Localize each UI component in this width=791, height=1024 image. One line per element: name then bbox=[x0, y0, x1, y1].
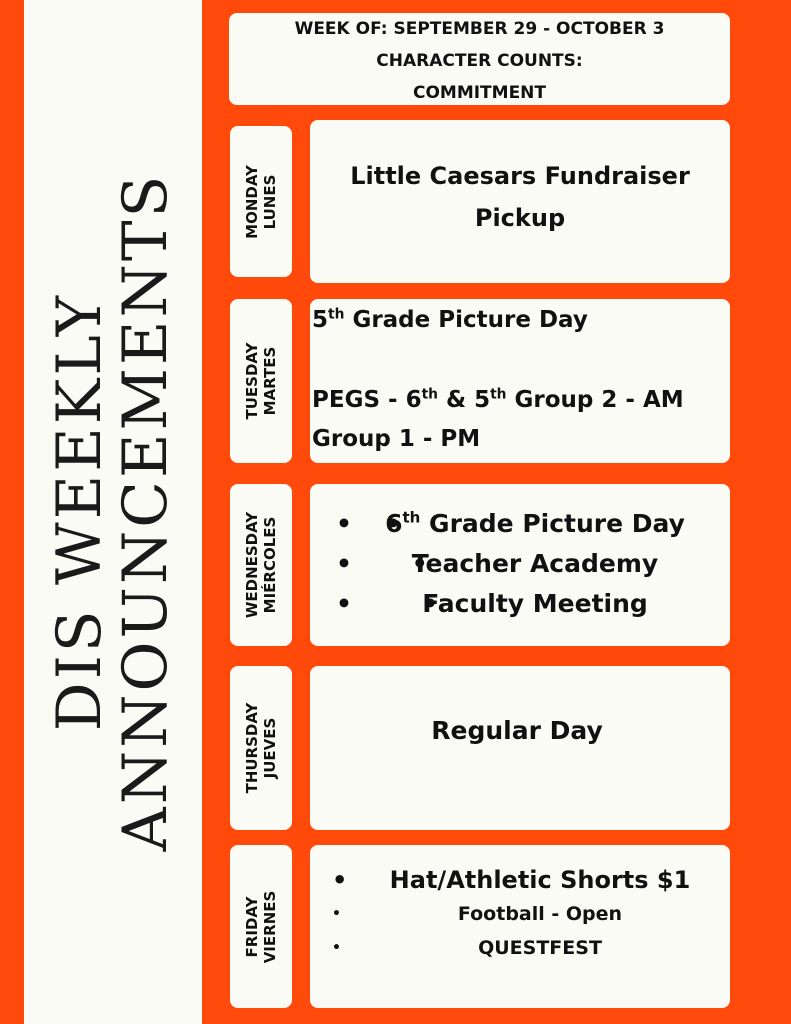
day-label-tuesday bbox=[230, 299, 292, 463]
tuesday-picture-day: 5th Grade Picture Day bbox=[312, 306, 588, 333]
day-name-es: MARTES bbox=[261, 346, 279, 416]
list-item: • • 6th Grade Picture Day bbox=[310, 504, 730, 544]
tuesday-content-card bbox=[310, 299, 730, 463]
day-name-en: FRIDAY bbox=[243, 896, 261, 957]
week-of-text: WEEK OF: SEPTEMBER 29 - OCTOBER 3 bbox=[294, 19, 665, 39]
day-name-en: TUESDAY bbox=[243, 342, 261, 420]
sidebar-title-area bbox=[24, 0, 202, 1024]
character-trait-text: COMMITMENT bbox=[412, 83, 547, 103]
day-name-en: WEDNESDAY bbox=[243, 511, 261, 619]
thursday-content-card bbox=[310, 666, 730, 830]
title-line-1: DIS WEEKLY bbox=[44, 292, 115, 732]
day-name-en: MONDAY bbox=[243, 164, 261, 239]
day-label-friday bbox=[230, 845, 292, 1008]
monday-line-1: Little Caesars Fundraiser bbox=[350, 162, 690, 190]
tuesday-pegs-line: PEGS - 6th & 5th Group 2 - AM bbox=[312, 386, 684, 413]
list-item: • • Teacher Academy bbox=[310, 544, 730, 584]
monday-content-card bbox=[310, 120, 730, 283]
day-name-en: THURSDAY bbox=[243, 702, 261, 794]
day-label-thursday bbox=[230, 666, 292, 830]
day-label-monday bbox=[230, 126, 292, 277]
friday-content-card bbox=[310, 845, 730, 1008]
tuesday-group-line: Group 1 - PM bbox=[312, 426, 481, 452]
day-name-es: LUNES bbox=[261, 174, 279, 229]
day-name-es: JUEVES bbox=[261, 717, 279, 779]
day-name-es: VIERNES bbox=[261, 890, 279, 963]
week-header-card bbox=[229, 13, 730, 105]
title-line-2: ANNOUNCEMENTS bbox=[110, 172, 181, 852]
day-label-wednesday bbox=[230, 484, 292, 646]
day-name-es: MIÉRCOLES bbox=[261, 516, 279, 614]
wednesday-content-card bbox=[310, 484, 730, 646]
monday-line-2: Pickup bbox=[474, 204, 566, 232]
list-item: • QUESTFEST bbox=[332, 937, 602, 959]
thursday-text: Regular Day bbox=[431, 716, 603, 745]
character-counts-text: CHARACTER COUNTS: bbox=[376, 51, 583, 71]
list-item: • Football - Open bbox=[332, 903, 623, 925]
page-title bbox=[44, 172, 181, 852]
list-item: • • Faculty Meeting bbox=[310, 584, 730, 624]
list-item: • Hat/Athletic Shorts $1 bbox=[332, 866, 691, 894]
